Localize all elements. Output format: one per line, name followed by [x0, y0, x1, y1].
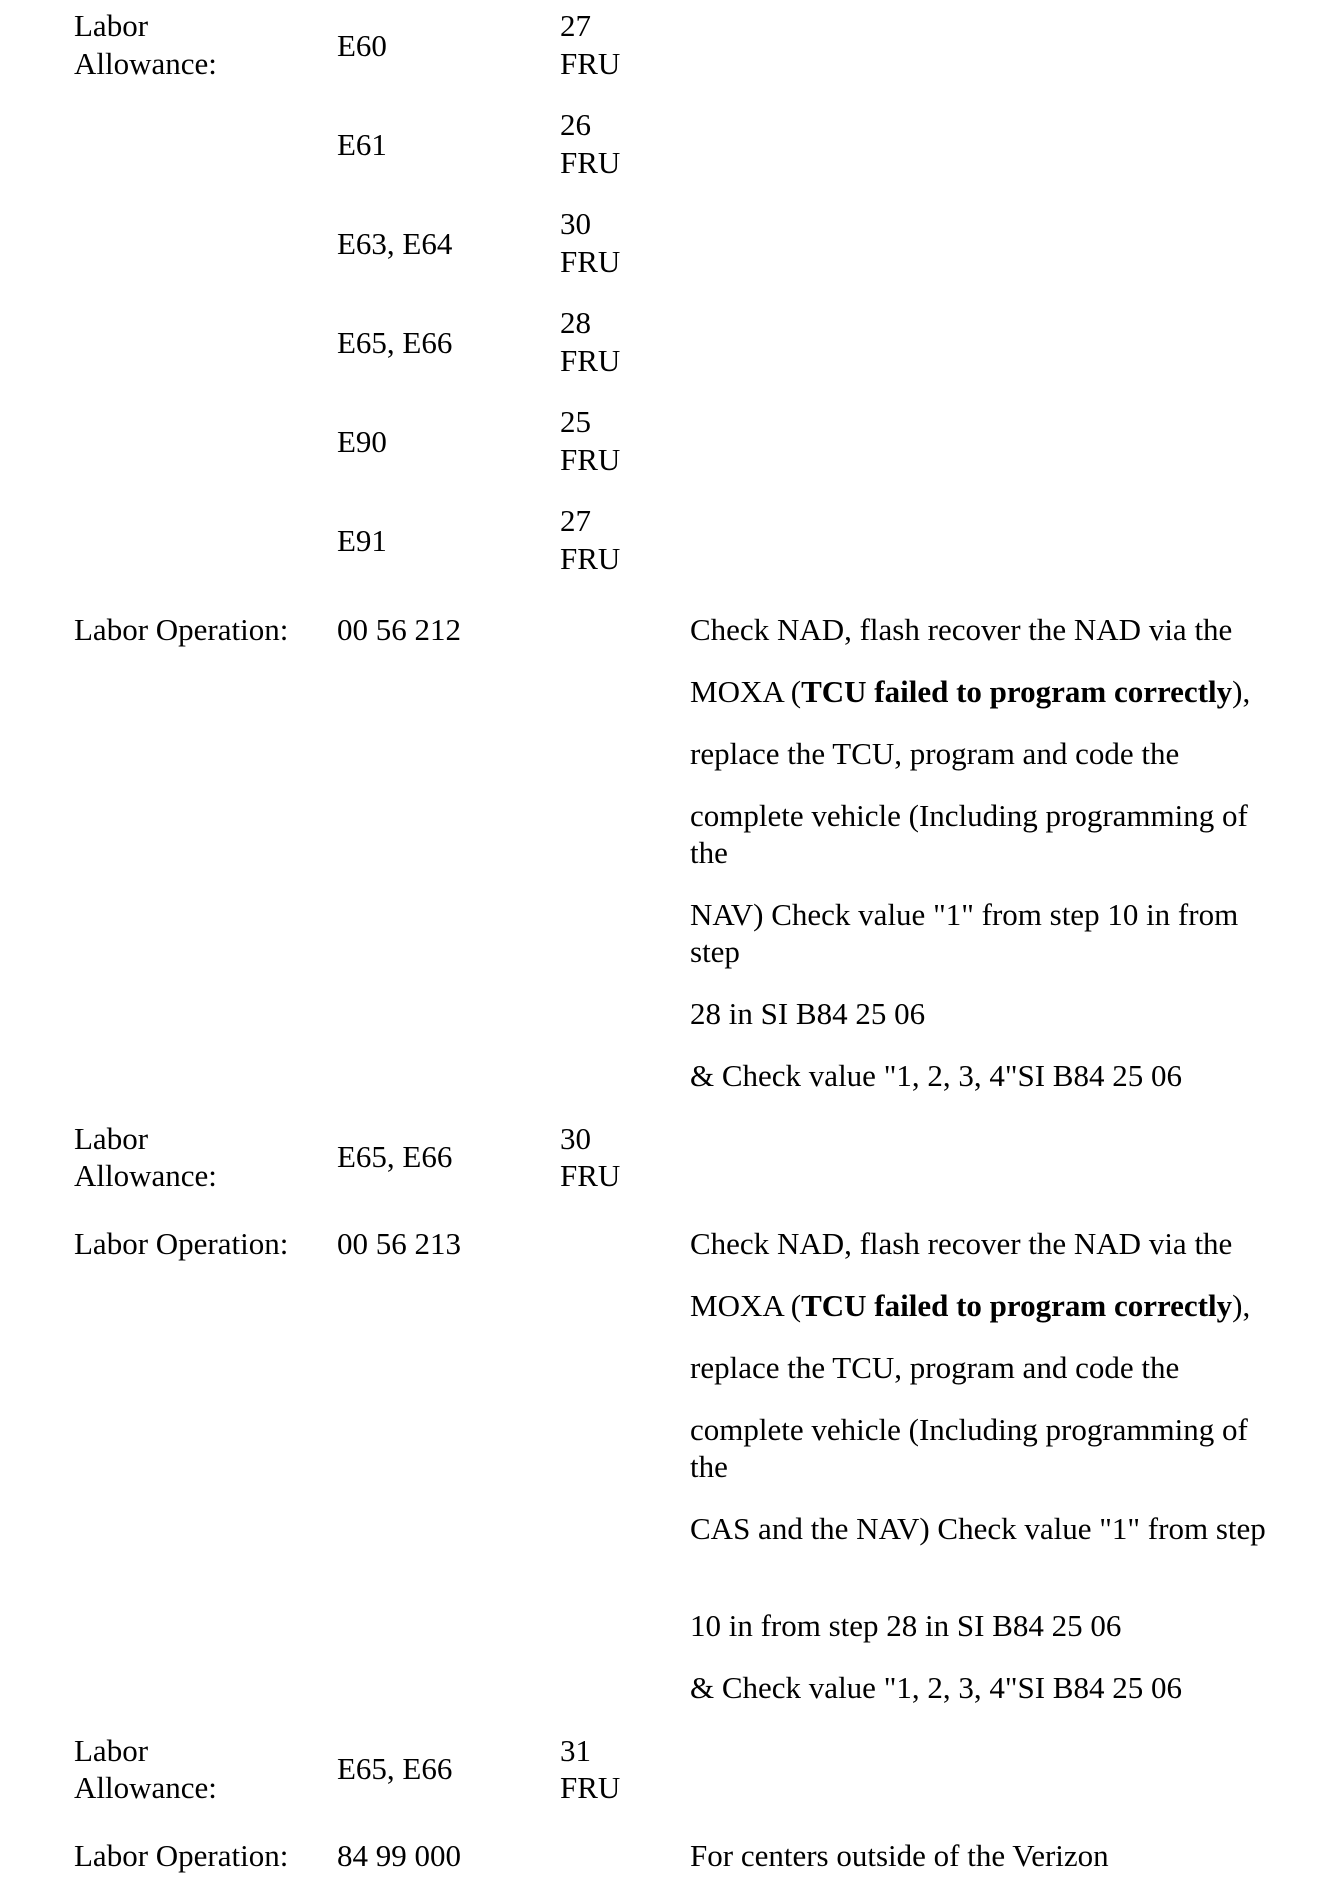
description-line: complete vehicle (Including programming of	[690, 798, 1248, 833]
operation-code: 00 56 213	[337, 1226, 461, 1261]
fru-value: 27	[560, 8, 591, 43]
model-code: E65, E66	[337, 325, 453, 360]
model-code: E90	[337, 424, 387, 459]
labor-operation-label: Labor Operation:	[74, 1838, 289, 1873]
description-line: & Check value "1, 2, 3, 4"SI B84 25 06	[690, 1670, 1182, 1705]
description-line: MOXA (TCU failed to program correctly),	[690, 1288, 1251, 1323]
fru-unit: FRU	[560, 1158, 621, 1193]
emphasis-text: TCU failed to program correctly	[801, 1288, 1233, 1323]
allowance-label: Allowance:	[74, 1770, 217, 1805]
description-line: the	[690, 835, 728, 870]
allowance-label: Allowance:	[74, 1158, 217, 1193]
fru-unit: FRU	[560, 541, 621, 576]
fru-unit: FRU	[560, 145, 621, 180]
fru-unit: FRU	[560, 46, 621, 81]
model-code: E65, E66	[337, 1139, 453, 1174]
model-code: E63, E64	[337, 226, 453, 261]
operation-code: 84 99 000	[337, 1838, 461, 1873]
description-line: the	[690, 1449, 728, 1484]
fru-unit: FRU	[560, 343, 621, 378]
description-line: & Check value "1, 2, 3, 4"SI B84 25 06	[690, 1058, 1182, 1093]
emphasis-text: TCU failed to program correctly	[801, 674, 1233, 709]
description-line: For centers outside of the Verizon	[690, 1838, 1109, 1873]
labor-operation-label: Labor Operation:	[74, 612, 289, 647]
description-line: CAS and the NAV) Check value "1" from step	[690, 1511, 1266, 1546]
fru-value: 30	[560, 206, 591, 241]
description-line: replace the TCU, program and code the	[690, 736, 1180, 771]
model-code: E61	[337, 127, 387, 162]
labor-label: Labor	[74, 1733, 149, 1768]
fru-unit: FRU	[560, 442, 621, 477]
description-line: replace the TCU, program and code the	[690, 1350, 1180, 1385]
model-code: E91	[337, 523, 387, 558]
fru-value: 31	[560, 1733, 591, 1768]
labor-label: Labor	[74, 1121, 149, 1156]
model-code: E65, E66	[337, 1751, 453, 1786]
fru-value: 25	[560, 404, 591, 439]
description-line: 28 in SI B84 25 06	[690, 996, 926, 1031]
model-code: E60	[337, 28, 387, 63]
description-line: 10 in from step 28 in SI B84 25 06	[690, 1608, 1122, 1643]
fru-value: 28	[560, 305, 591, 340]
description-line: complete vehicle (Including programming of	[690, 1412, 1248, 1447]
fru-value: 30	[560, 1121, 591, 1156]
fru-unit: FRU	[560, 244, 621, 279]
operation-code: 00 56 212	[337, 612, 461, 647]
allowance-label: Allowance:	[74, 46, 217, 81]
description-line: MOXA (TCU failed to program correctly),	[690, 674, 1251, 709]
labor-operation-label: Labor Operation:	[74, 1226, 289, 1261]
fru-value: 26	[560, 107, 591, 142]
description-line: step	[690, 934, 740, 969]
labor-label: Labor	[74, 8, 149, 43]
description-line: Check NAD, flash recover the NAD via the	[690, 612, 1233, 647]
fru-unit: FRU	[560, 1770, 621, 1805]
fru-value: 27	[560, 503, 591, 538]
description-line: NAV) Check value "1" from step 10 in from	[690, 897, 1239, 932]
description-line: Check NAD, flash recover the NAD via the	[690, 1226, 1233, 1261]
